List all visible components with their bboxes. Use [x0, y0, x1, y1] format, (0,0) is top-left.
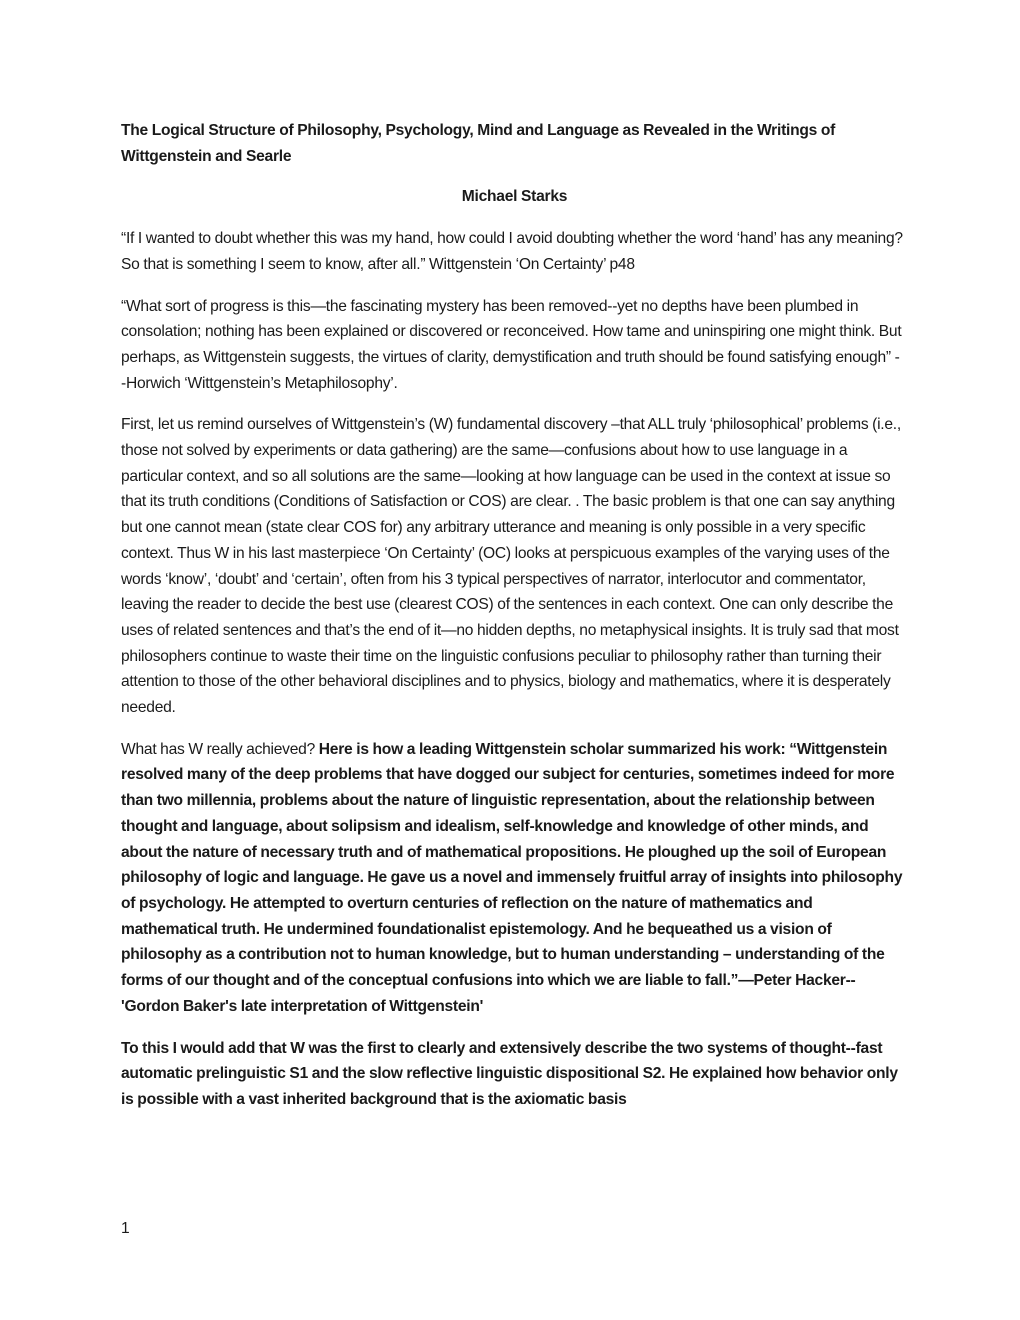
paragraph-addition: To this I would add that W was the first to clearly and extensively describe the two systems of thought--fast automatic prelinguistic S1 and the slow reflective linguistic dispositional S2. He explained how behavior only is possible with a vast inherited background that is the axiomatic basis	[121, 1039, 898, 1108]
paragraph-intro: First, let us remind ourselves of Wittgenstein’s (W) fundamental discovery –that ALL truly ‘philosophical’ problems (i.e., those not solved by experiments or data gathering) are the same—confusions about how to use language in a particular context, and so all solutions are the same—looking at how language can be used in the context at issue so that its truth conditions (Conditions of Satisfaction or COS) are clear. . The basic problem is that one can say anything but one cannot mean (state clear COS for) any arbitrary utterance and meaning is only possible in a very specific context. Thus W in his last masterpiece ‘On Certainty’ (OC) looks at perspicuous examples of the varying uses of the words ‘know’, ‘doubt’ and ‘certain’, often from his 3 typical perspectives of narrator, interlocutor and commentator, leaving the reader to decide the best use (clearest COS) of the sentences in each context. One can only describe the uses of related sentences and that’s the end of it—no hidden depths, no metaphysical insights. It is truly sad that most philosophers continue to waste their time on the linguistic confusions peculiar to philosophy rather than turning their attention to those of the other behavioral disciplines and to physics, biology and mathematics, where it is desperately needed.	[121, 416, 901, 717]
author-name: Michael Starks	[461, 188, 568, 206]
epigraph-horwich: “What sort of progress is this—the fascinating mystery has been removed--yet no depths have been plumbed in consolation; nothing has been explained or discovered or reconceived. How tame and uninspiring one might think. But perhaps, as Wittgenstein suggests, the virtues of clarity, demystification and truth should be found satisfying enough” --Horwich ‘Wittgenstein’s Metaphilosophy’.	[121, 297, 902, 392]
epigraph-wittgenstein: “If I wanted to doubt whether this was my hand, how could I avoid doubting whether the word ‘hand’ has any meaning? So that is something I seem to know, after all.” Wittgenstein ‘On Certainty’ p48	[121, 230, 903, 273]
page-number: 1	[121, 1220, 130, 1237]
document-title: The Logical Structure of Philosophy, Psychology, Mind and Language as Revealed in the Writings of Wittgenstein and Searle	[121, 122, 836, 165]
paragraph-achievement	[121, 737, 903, 1020]
document-page	[121, 118, 903, 1129]
hacker-quote: Here is how a leading Wittgenstein scholar summarized his work: “Wittgenstein resolved many of the deep problems that have dogged our subject for centuries, sometimes indeed for more than two millennia, problems about the nature of linguistic representation, about the relationship between thought and language, about solipsism and idealism, self-knowledge and knowledge of other minds, and about the nature of necessary truth and of mathematical propositions. He ploughed up the soil of European philosophy of logic and language. He gave us a novel and immensely fruitful array of insights into philosophy of psychology. He attempted to overturn centuries of reflection on the nature of mathematics and mathematical truth. He undermined foundationalist epistemology. And he bequeathed us a vision of philosophy as a contribution not to human knowledge, but to human understanding – understanding of the forms of our thought and of the conceptual confusions into which we are liable to fall.”—Peter Hacker--'Gordon Baker's late interpretation of Wittgenstein'	[121, 740, 903, 1015]
achievement-question: What has W really achieved?	[121, 740, 319, 758]
